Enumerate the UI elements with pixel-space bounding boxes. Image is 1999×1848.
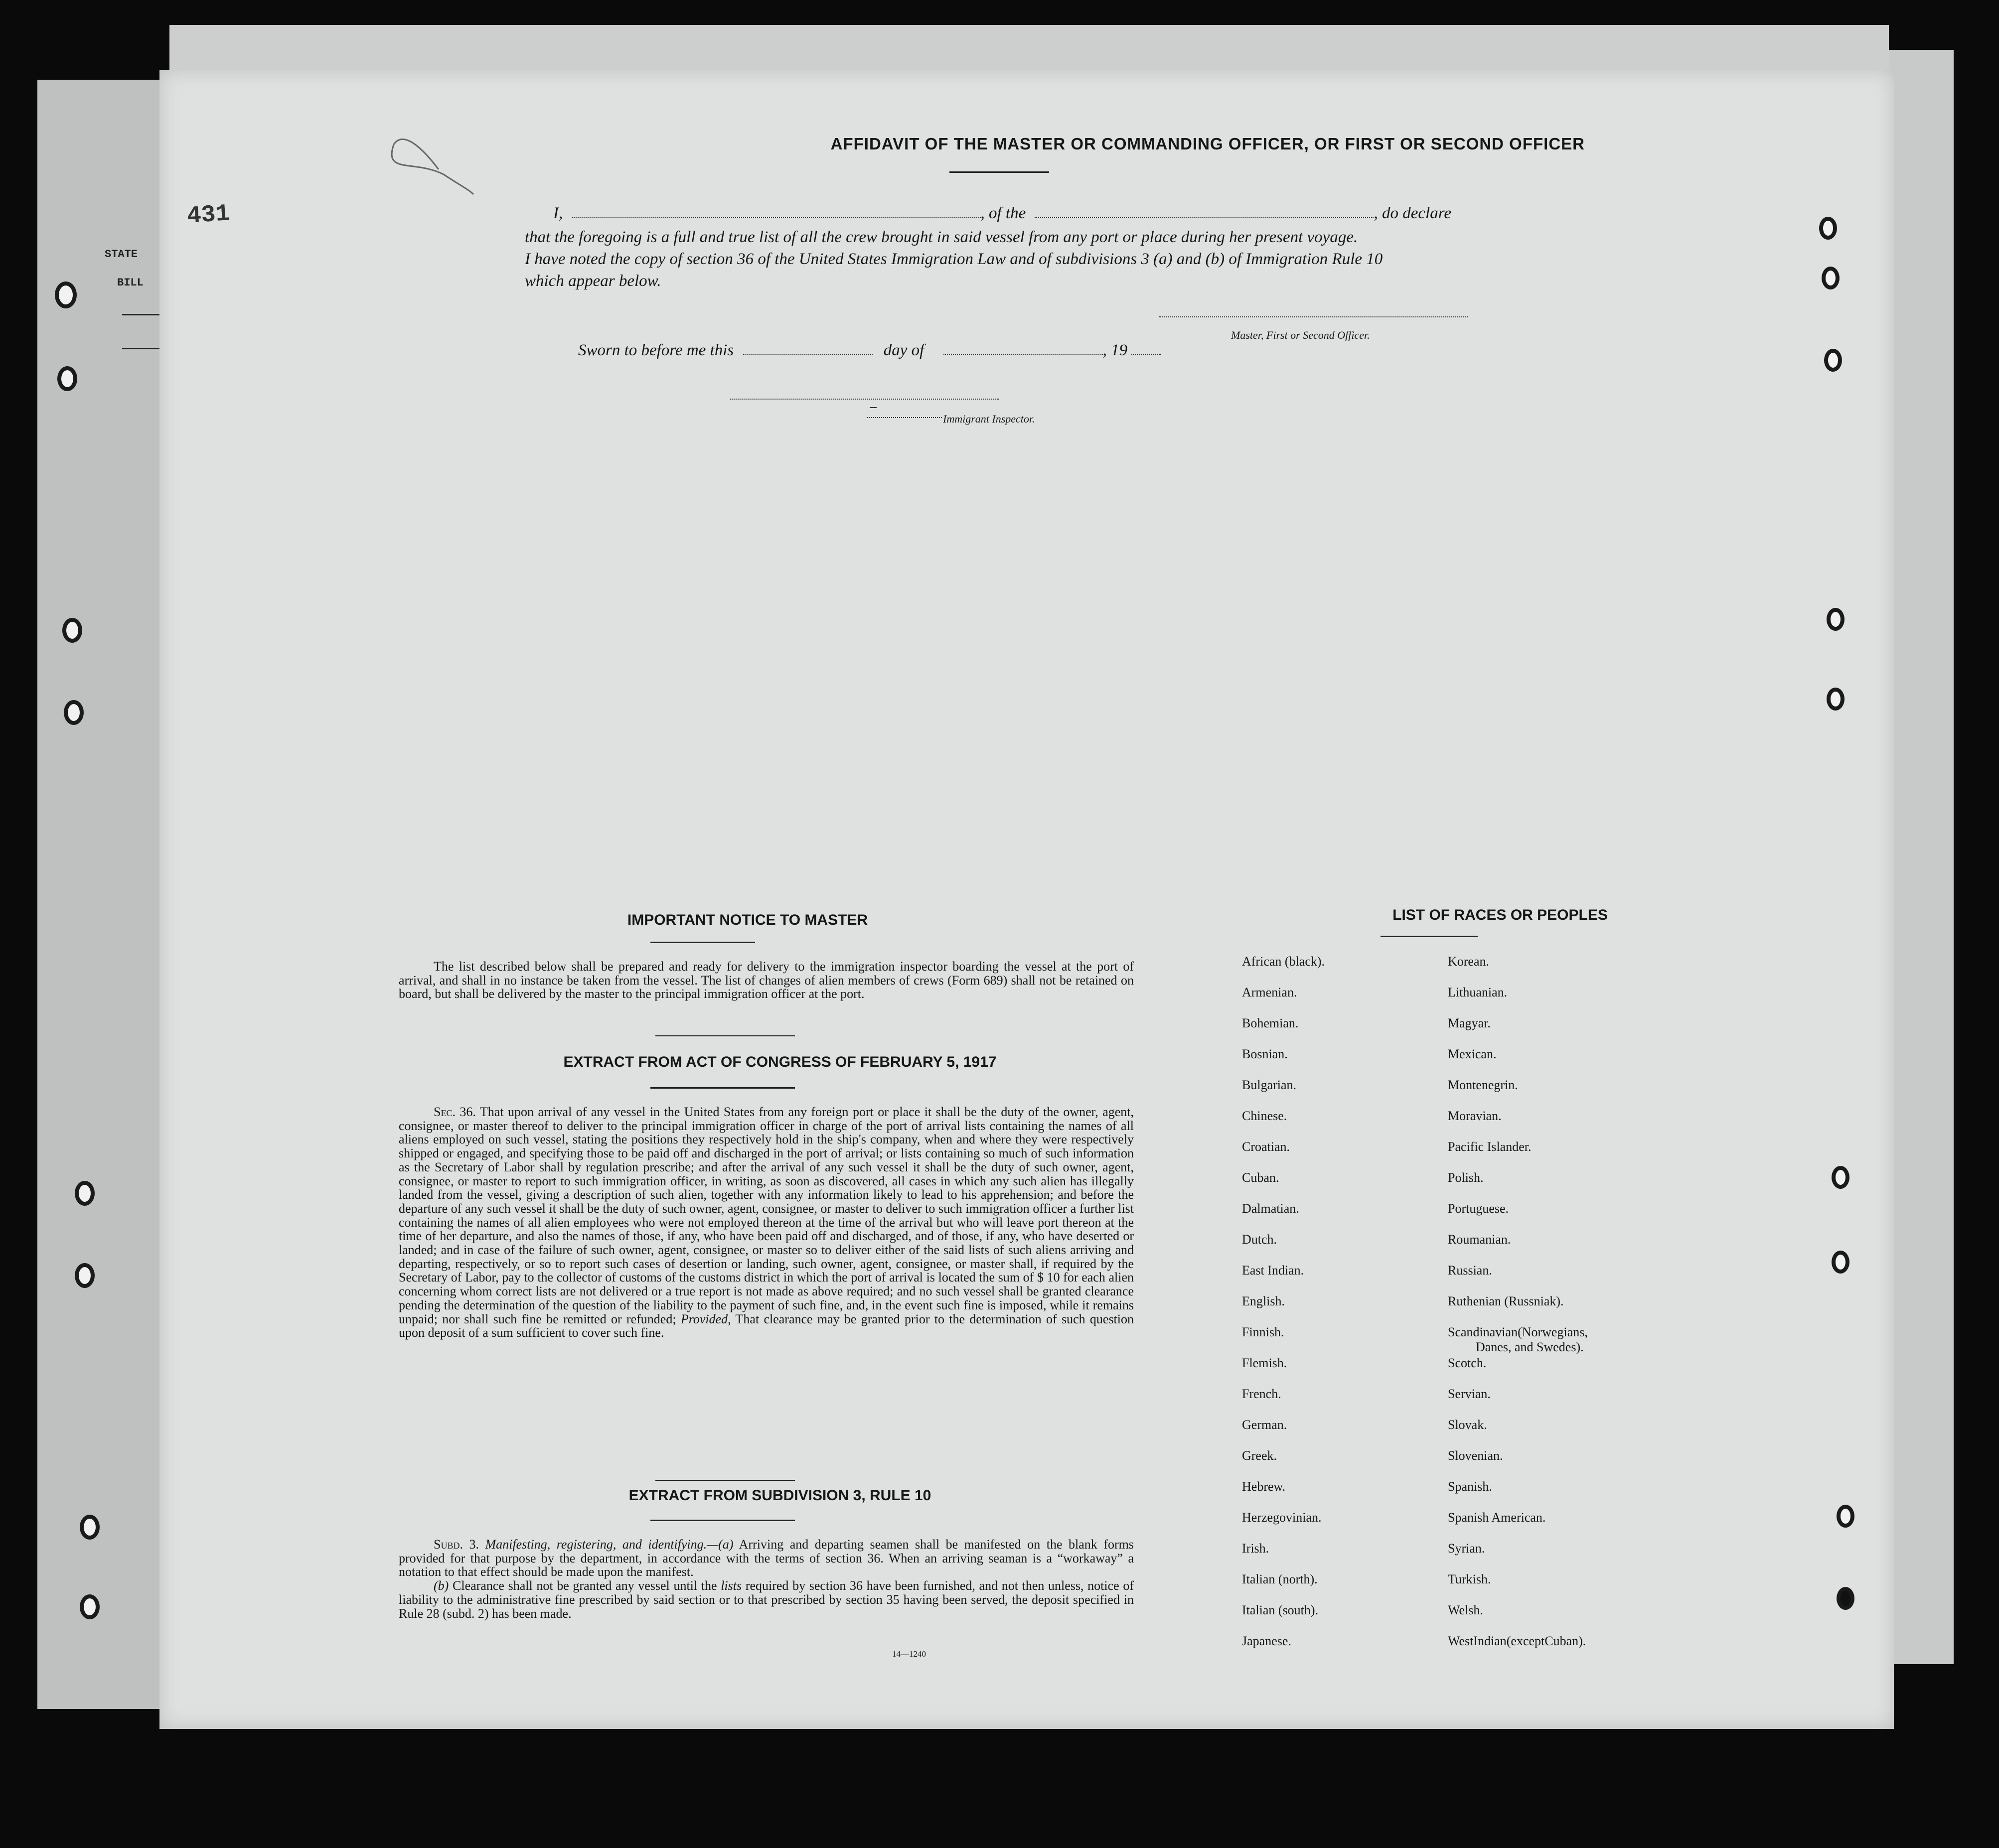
- race-item: Servian.: [1448, 1387, 1491, 1401]
- affidavit-do-declare: , do declare: [1374, 204, 1451, 222]
- affidavit-line-2: that the foregoing is a full and true list of all the crew brought in said vessel from any port or place during her present voyage.: [525, 228, 1358, 246]
- master-caption: Master, First or Second Officer.: [1231, 329, 1370, 341]
- race-item: East Indian.: [1242, 1263, 1304, 1278]
- punch-hole: [1822, 267, 1840, 289]
- extract-rule-title: EXTRACT FROM SUBDIVISION 3, RULE 10: [628, 1487, 931, 1504]
- officer-name-field[interactable]: [572, 217, 981, 218]
- notice-title: IMPORTANT NOTICE TO MASTER: [627, 912, 868, 928]
- races-title-rule: [1381, 936, 1478, 937]
- subd-b-text-1: Clearance shall not be granted any vessel until the: [453, 1578, 717, 1593]
- master-signature-field[interactable]: [1159, 316, 1468, 317]
- affidavit-line-3: I have noted the copy of section 36 of the United States Immigration Law and of subdivisions 3 (a) and (b) of Immigration Rule 10: [525, 250, 1383, 268]
- corner-mark: 431: [186, 200, 231, 230]
- subd-label: Subd. 3.: [434, 1537, 479, 1552]
- race-item: Lithuanian.: [1448, 985, 1508, 999]
- inspector-dash: [870, 407, 877, 408]
- lists-word: lists: [721, 1578, 742, 1593]
- race-item: Cuban.: [1242, 1170, 1279, 1185]
- notice-text: [399, 960, 1134, 1001]
- race-item: Irish.: [1242, 1541, 1269, 1556]
- race-item: Hebrew.: [1242, 1479, 1286, 1494]
- inspector-signature-field[interactable]: [730, 399, 999, 400]
- pencil-loop-mark: [384, 120, 483, 199]
- race-item: Pacific Islander.: [1448, 1139, 1532, 1154]
- punch-hole: [1832, 1166, 1849, 1189]
- sworn-prefix: Sworn to before me this: [578, 341, 734, 359]
- race-item: Slovak.: [1448, 1418, 1487, 1432]
- sworn-year-prefix: , 19: [1102, 341, 1128, 359]
- punch-hole: [64, 700, 84, 725]
- race-item: Dalmatian.: [1242, 1201, 1299, 1216]
- race-item: Korean.: [1448, 954, 1490, 969]
- punch-hole: [80, 1594, 100, 1619]
- extract-rule-top-rule: [655, 1480, 795, 1481]
- affidavit-line-1: [543, 204, 1635, 223]
- races-title: LIST OF RACES OR PEOPLES: [1392, 907, 1608, 923]
- margin-rule: [122, 314, 162, 315]
- sworn-day-of: day of: [883, 341, 924, 359]
- race-item-continuation: Danes, and Swedes).: [1476, 1340, 1584, 1354]
- punch-hole: [1832, 1251, 1849, 1274]
- race-item: German.: [1242, 1418, 1287, 1432]
- race-item: French.: [1242, 1387, 1281, 1401]
- extract-act-title: EXTRACT FROM ACT OF CONGRESS OF FEBRUARY 5, 1917: [563, 1054, 997, 1070]
- punch-hole: [75, 1263, 95, 1288]
- race-item: Portuguese.: [1448, 1201, 1509, 1216]
- race-item: Welsh.: [1448, 1603, 1483, 1617]
- race-item: English.: [1242, 1294, 1285, 1308]
- punch-hole: [1837, 1587, 1854, 1610]
- race-item: Bulgarian.: [1242, 1078, 1297, 1092]
- punch-hole: [80, 1515, 100, 1540]
- race-item: Ruthenian (Russniak).: [1448, 1294, 1564, 1308]
- affidavit-i: I,: [553, 204, 563, 222]
- race-item: Russian.: [1448, 1263, 1492, 1278]
- inspector-caption: Immigrant Inspector.: [943, 413, 1035, 425]
- race-item: WestIndian(exceptCuban).: [1448, 1634, 1586, 1648]
- race-item: African (black).: [1242, 954, 1325, 969]
- form-page: [159, 70, 1894, 1729]
- extract-act-title-rule: [650, 1087, 795, 1089]
- race-item: Bosnian.: [1242, 1047, 1288, 1061]
- sworn-line: [578, 341, 1161, 360]
- race-item: Mexican.: [1448, 1047, 1497, 1061]
- notice-paragraph: The list described below shall be prepared and ready for delivery to the immigration inspector boarding the vessel at the port of arrival, and shall in no instance be taken from the vessel. The list of changes of alien members of crews (Form 689) shall not be retained on board, but shall be delivered by the master to the principal immigration officer at the port.: [399, 959, 1134, 1001]
- race-item: Japanese.: [1242, 1634, 1291, 1648]
- affidavit-of-the: , of the: [980, 204, 1026, 222]
- race-item: Spanish American.: [1448, 1510, 1546, 1525]
- sec-36-text-end: That clearance may be granted prior to the determination of such question upon deposit of a sum sufficient to cover such fine.: [399, 1311, 1134, 1340]
- race-item: Dutch.: [1242, 1232, 1277, 1247]
- extract-act-top-rule: [655, 1035, 795, 1036]
- subd-heading: Manifesting, registering, and identifying.—(a): [485, 1537, 734, 1552]
- race-item: Polish.: [1448, 1170, 1484, 1185]
- extract-rule-title-rule: [650, 1520, 795, 1521]
- punch-hole: [75, 1181, 95, 1206]
- races-column-1: [1242, 954, 1431, 1665]
- vessel-name-field[interactable]: [1035, 217, 1374, 218]
- race-item: Greek.: [1242, 1448, 1277, 1463]
- sec-36-label: Sec. 36.: [434, 1105, 476, 1119]
- affidavit-title: AFFIDAVIT OF THE MASTER OR COMMANDING OFFICER, OR FIRST OR SECOND OFFICER: [830, 135, 1585, 153]
- race-item: Syrian.: [1448, 1541, 1485, 1556]
- race-item: Turkish.: [1448, 1572, 1491, 1586]
- subd-b-text-2: required by section 36 have been furnished, and not then unless, notice of liability to the administrative fine prescribed by said section or to that prescribed by section 35 having been served, the deposit specified in Rule 28 (subd. 2) has been made.: [399, 1578, 1134, 1621]
- subd-b-label: (b): [434, 1578, 449, 1593]
- race-item: Bohemian.: [1242, 1016, 1299, 1030]
- race-item: Scandinavian(Norwegians, Danes, and Swedes).: [1448, 1325, 1657, 1356]
- race-item: Italian (north).: [1242, 1572, 1318, 1586]
- subd-a-text: Arriving and departing seamen shall be manifested on the blank forms provided for that purpose by the department, in accordance with the terms of section 36. When an arriving seaman is a “workaway” a notation to that effect should be made upon the manifest.: [399, 1537, 1134, 1579]
- notice-title-rule: [650, 942, 755, 943]
- punch-hole: [1824, 349, 1842, 372]
- race-item: Slovenian.: [1448, 1448, 1503, 1463]
- form-number: 14—1240: [892, 1649, 926, 1659]
- race-item: Italian (south).: [1242, 1603, 1319, 1617]
- underlying-sheet-right: [1889, 50, 1954, 1664]
- sworn-day-field[interactable]: [743, 354, 873, 355]
- race-item: Finnish.: [1242, 1325, 1284, 1339]
- punch-hole: [1827, 688, 1845, 711]
- race-item: Moravian.: [1448, 1109, 1502, 1123]
- sworn-month-field[interactable]: [943, 354, 1103, 355]
- inspector-line-2[interactable]: [867, 417, 942, 418]
- race-item: Spanish.: [1448, 1479, 1492, 1494]
- punch-hole: [62, 618, 82, 643]
- provided-word: Provided,: [680, 1311, 731, 1326]
- race-item: Magyar.: [1448, 1016, 1491, 1030]
- race-item: Armenian.: [1242, 985, 1297, 999]
- race-item: Chinese.: [1242, 1109, 1287, 1123]
- affidavit-title-rule: [949, 171, 1049, 173]
- punch-hole: [1827, 608, 1845, 631]
- race-item: Montenegrin.: [1448, 1078, 1518, 1092]
- punch-hole: [57, 366, 77, 391]
- sec-36-text: That upon arrival of any vessel in the United States from any foreign port or place it shall be the duty of the owner, agent, consignee, or master thereof to deliver to the principal immigration officer in charge of the port of arrival lists containing the names of all aliens employed on such vessel, stating the positions they respectively hold in the ship's company, when and where they were respectively shipped or engaged, and specifying those to be paid off and discharged in the port of arrival; or lists containing so much of such information as the Secretary of Labor shall by regulation prescribe; and after the arrival of any such vessel it shall be the duty of such owner, agent, consignee, or master to report to such immigration officer, in writing, as soon as discovered, all cases in which any such alien has illegally landed from the vessel, giving a description of such alien, together with any information likely to lead to his apprehension; and before the departure of any such vessel it shall be the duty of such owner, agent, consignee, or master to deliver to such immigration officer a further list containing the names of all alien employees who were not employed thereon at the time of the arrival but who will leave port thereon at the time of her departure, and also the names of those, if any, who have been paid off and discharged, and of those, if any, who have deserted or landed; and in case of the failure of such owner, agent, consignee, or master so to deliver either of the said lists of such aliens arriving and departing, respectively, or so to report such cases of desertion or landing, such owner, agent, consignee, or master shall, if required by the Secretary of Labor, pay to the collector of customs of the customs district in which the port of arrival is located the sum of $ 10 for each alien concerning whom correct lists are not delivered or a true report is not made as above required; and no such vessel shall be granted clearance pending the determination of the question of the liability to the payment of such fine, and, in the event such fine is imposed, while it remains unpaid; nor shall such fine be remitted or refunded;: [399, 1105, 1134, 1326]
- affidavit-line-4: which appear below.: [525, 272, 661, 290]
- margin-rule-2: [122, 348, 162, 349]
- race-item: Roumanian.: [1448, 1232, 1511, 1247]
- punch-hole: [1819, 217, 1837, 240]
- margin-stamp-top: STATE: [105, 248, 138, 261]
- extract-act-text: [399, 1105, 1134, 1340]
- races-column-2: [1448, 954, 1657, 1665]
- margin-stamp-bottom: BILL: [117, 277, 144, 289]
- race-item: Flemish.: [1242, 1356, 1287, 1370]
- race-item: Herzegovinian.: [1242, 1510, 1322, 1525]
- punch-hole: [55, 282, 77, 308]
- race-item: Scotch.: [1448, 1356, 1487, 1370]
- race-item: Croatian.: [1242, 1139, 1290, 1154]
- sworn-year-field[interactable]: [1131, 354, 1161, 355]
- extract-rule-text: [399, 1538, 1134, 1620]
- punch-hole: [1837, 1505, 1854, 1528]
